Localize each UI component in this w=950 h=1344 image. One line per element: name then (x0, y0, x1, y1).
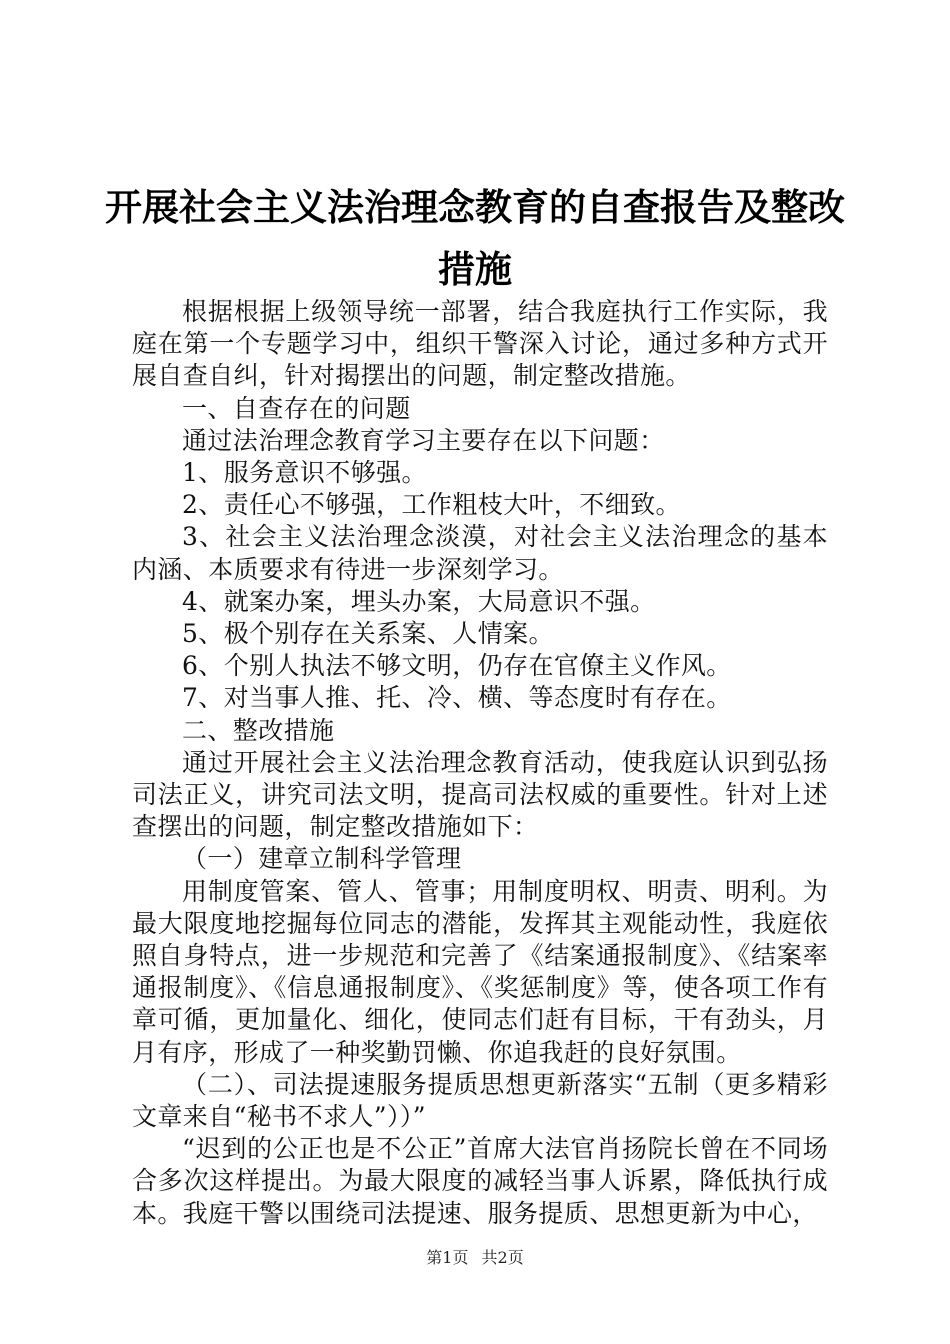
list-item: 6、个别人执法不够文明，仍存在官僚主义作风。 (182, 651, 732, 681)
document-title-line-1: 开展社会主义法治理念教育的自查报告及整改 (105, 185, 845, 229)
page-number: 第1页 (426, 1248, 469, 1267)
document-title-line-2: 措施 (438, 247, 512, 291)
subsection-heading: （二）、司法提速服务提质思想更新落实“五制（更多精彩文章来自“秘书不求人”））” (132, 1069, 828, 1132)
paragraph: 用制度管案、管人、管事；用制度明权、明责、明利。为最大限度地挖掘每位同志的潜能，发挥其主观能动性，我庭依照自身特点，进一步规范和完善了《结案通报制度》、《结案率通报制度》、《信息通报制度》、《奖惩制度》等，使各项工作有章可循，更加量化、细化，使同志们赶有目标，干有劲头，月月有序，形成了一种奖勤罚懒、你追我赶的良好氛围。 (132, 876, 828, 1067)
paragraph: “迟到的公正也是不公正”首席大法官肖扬院长曾在不同场合多次这样提出。为最大限度的减轻当事人诉累，降低执行成本。我庭干警以围绕司法提速、服务提质、思想更新为中心， (132, 1134, 828, 1228)
list-item: 1、服务意识不够强。 (182, 458, 427, 488)
page-footer (0, 1245, 950, 1268)
document-body (132, 296, 828, 1230)
page-total: 共2页 (481, 1248, 524, 1267)
section-heading-1: 一、自查存在的问题 (182, 393, 411, 423)
list-item: 4、就案办案，埋头办案，大局意识不强。 (182, 586, 656, 616)
section-heading-2: 二、整改措施 (182, 715, 335, 745)
list-item: 2、责任心不够强，工作粗枝大叶，不细致。 (182, 490, 681, 520)
subsection-heading: （一）建章立制科学管理 (182, 844, 462, 874)
list-item: 3、社会主义法治理念淡漠，对社会主义法治理念的基本内涵、本质要求有待进一步深刻学习。 (132, 522, 828, 584)
paragraph-intro: 根据根据上级领导统一部署，结合我庭执行工作实际，我庭在第一个专题学习中，组织干警深入讨论，通过多种方式开展自查自纠，针对揭摆出的问题，制定整改措施。 (132, 297, 828, 391)
list-item: 7、对当事人推、托、冷、横、等态度时有存在。 (182, 683, 732, 713)
list-item: 5、极个别存在关系案、人情案。 (182, 619, 554, 649)
paragraph: 通过法治理念教育学习主要存在以下问题： (182, 425, 665, 455)
paragraph: 通过开展社会主义法治理念教育活动，使我庭认识到弘扬司法正义，讲究司法文明，提高司法权威的重要性。针对上述查摆出的问题，制定整改措施如下： (132, 747, 828, 842)
